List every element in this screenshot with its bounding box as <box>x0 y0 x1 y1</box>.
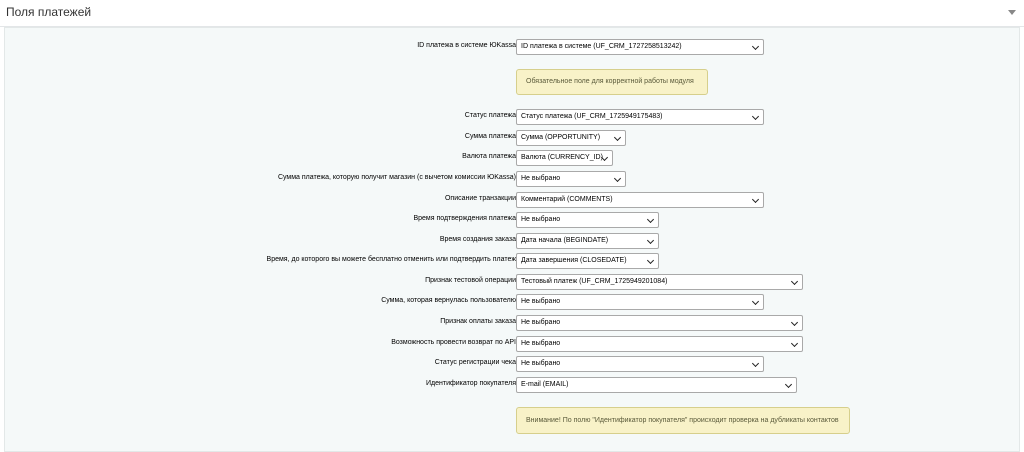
field-row-transaction-description <box>5 192 1021 210</box>
chevron-down-icon <box>751 195 760 205</box>
receipt-status-select[interactable] <box>516 356 764 372</box>
selected-value: Дата начала (BEGINDATE) <box>521 237 609 244</box>
field-row-paid-flag <box>5 315 1021 333</box>
selected-value: Не выбрано <box>521 340 561 347</box>
field-row-customer-id <box>5 377 1021 395</box>
transaction-description-select[interactable] <box>516 192 764 208</box>
selected-value: Валюта (CURRENCY_ID) <box>521 154 603 161</box>
field-label: Идентификатор покупателя <box>426 380 516 387</box>
field-row-test-flag <box>5 274 1021 292</box>
shop-amount-select[interactable] <box>516 171 626 187</box>
refunded-amount-select[interactable] <box>516 294 764 310</box>
field-label: Признак тестовой операции <box>425 277 516 284</box>
chevron-down-icon <box>646 215 655 225</box>
field-row-payment-id <box>5 39 1021 57</box>
field-row-api-refund <box>5 336 1021 354</box>
field-row-order-created-time <box>5 233 1021 251</box>
chevron-down-icon <box>751 42 760 52</box>
chevron-down-icon <box>600 153 609 163</box>
selected-value: Статус платежа (UF_CRM_1725949175483) <box>521 113 663 120</box>
chevron-down-icon <box>751 359 760 369</box>
section-title: Поля платежей <box>6 5 92 19</box>
payment-status-select[interactable] <box>516 109 764 125</box>
field-row-confirmation-time <box>5 212 1021 230</box>
selected-value: Не выбрано <box>521 319 561 326</box>
field-label: Время подтверждения платежа <box>413 215 516 222</box>
paid-flag-select[interactable] <box>516 315 803 331</box>
field-label: Возможность провести возврат по API <box>391 339 516 346</box>
field-label: Время, до которого вы можете бесплатно отменить или подтвердить платеж <box>266 256 516 263</box>
field-row-refunded-amount <box>5 294 1021 312</box>
field-label: Статус платежа <box>464 112 516 119</box>
field-label: Время создания заказа <box>439 236 516 243</box>
chevron-down-icon <box>790 318 799 328</box>
selected-value: ID платежа в системе (UF_CRM_1727258513242) <box>521 43 682 50</box>
selected-value: Не выбрано <box>521 216 561 223</box>
selected-value: E-mail (EMAIL) <box>521 381 569 388</box>
field-label: Валюта платежа <box>462 153 516 160</box>
field-label: Статус регистрации чека <box>434 359 516 366</box>
order-created-time-select[interactable] <box>516 233 659 249</box>
selected-value: Не выбрано <box>521 298 561 305</box>
chevron-down-icon <box>784 380 793 390</box>
api-refund-select[interactable] <box>516 336 803 352</box>
chevron-down-icon <box>613 133 622 143</box>
field-row-shop-amount <box>5 171 1021 189</box>
chevron-down-icon <box>751 112 760 122</box>
selected-value: Комментарий (COMMENTS) <box>521 196 613 203</box>
chevron-down-icon <box>790 277 799 287</box>
chevron-down-icon <box>751 297 760 307</box>
field-row-cancel-deadline <box>5 253 1021 271</box>
payment-amount-select[interactable] <box>516 130 626 146</box>
payment-id-select[interactable] <box>516 39 764 55</box>
selected-value: Сумма (OPPORTUNITY) <box>521 134 601 141</box>
field-label: ID платежа в системе ЮKassa <box>417 42 516 49</box>
section-header[interactable] <box>0 0 1024 27</box>
field-row-payment-status <box>5 109 1021 127</box>
selected-value: Тестовый платеж (UF_CRM_1725949201084) <box>521 278 668 285</box>
field-label: Описание транзакции <box>444 195 516 202</box>
field-label: Сумма платежа <box>464 133 516 140</box>
collapse-chevron-icon[interactable] <box>1008 10 1016 15</box>
test-flag-select[interactable] <box>516 274 803 290</box>
duplicates-warning-note: Внимание! По полю "Идентификатор покупателя" происходит проверка на дубликаты контактов <box>516 407 850 434</box>
field-label: Сумма платежа, которую получит магазин (с вычетом комиссии ЮKassa) <box>277 174 516 181</box>
field-label: Сумма, которая вернулась пользователю <box>381 297 516 304</box>
cancel-deadline-select[interactable] <box>516 253 659 269</box>
chevron-down-icon <box>790 339 799 349</box>
customer-id-select[interactable] <box>516 377 797 393</box>
required-field-note: Обязательное поле для корректной работы модуля <box>516 69 708 95</box>
selected-value: Дата завершения (CLOSEDATE) <box>521 257 627 264</box>
chevron-down-icon <box>613 174 622 184</box>
chevron-down-icon <box>646 236 655 246</box>
field-row-receipt-status <box>5 356 1021 374</box>
chevron-down-icon <box>646 256 655 266</box>
field-row-payment-currency <box>5 150 1021 168</box>
selected-value: Не выбрано <box>521 360 561 367</box>
payment-fields-panel <box>4 27 1020 452</box>
selected-value: Не выбрано <box>521 175 561 182</box>
payment-currency-select[interactable] <box>516 150 613 166</box>
field-label: Признак оплаты заказа <box>440 318 516 325</box>
field-row-payment-amount <box>5 130 1021 148</box>
confirmation-time-select[interactable] <box>516 212 659 228</box>
